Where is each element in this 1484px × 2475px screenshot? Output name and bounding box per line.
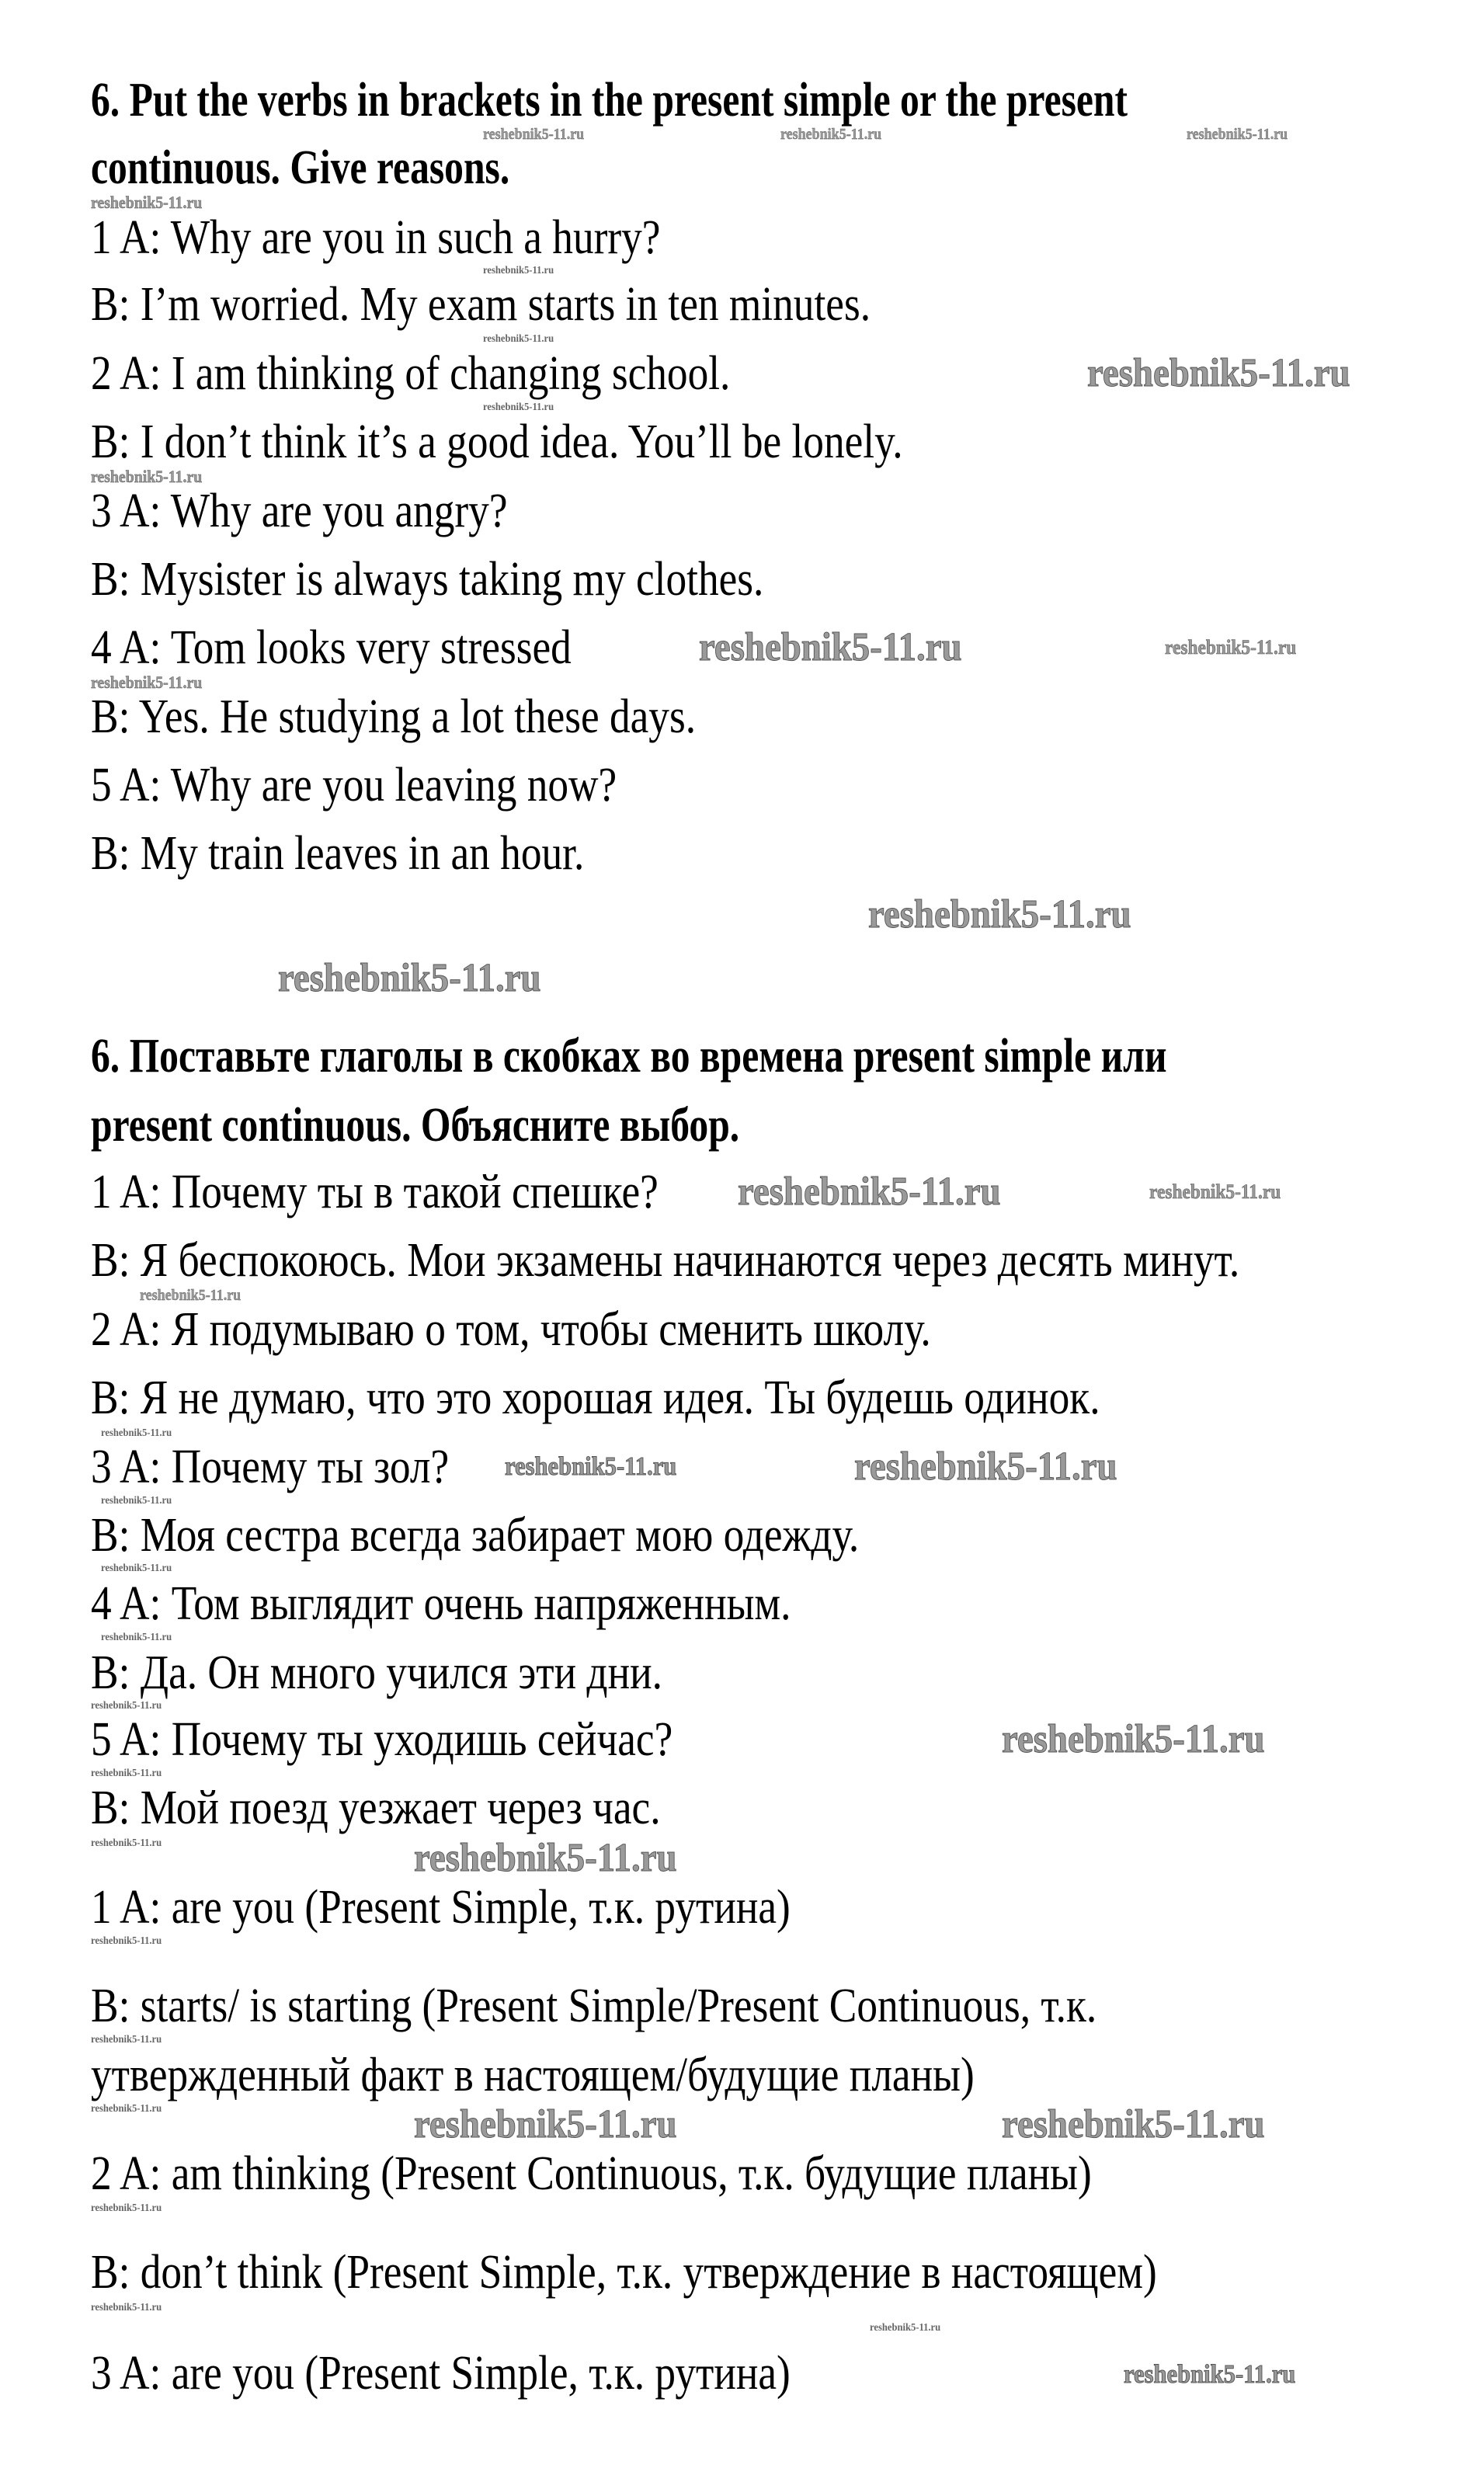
watermark: reshebnik5-11.ru: [140, 1287, 242, 1304]
watermark: reshebnik5-11.ru: [780, 126, 882, 143]
watermark: reshebnik5-11.ru: [483, 333, 554, 345]
watermark: reshebnik5-11.ru: [278, 956, 541, 1000]
watermark: reshebnik5-11.ru: [91, 2103, 162, 2115]
dialogue-line: B: Мой поезд уезжает через час.: [91, 1782, 661, 1834]
watermark: reshebnik5-11.ru: [91, 2034, 162, 2046]
answer-line: 3 A: are you (Present Simple, т.к. рутина): [91, 2347, 791, 2400]
dialogue-line: 1 A: Why are you in such a hurry?: [91, 211, 661, 264]
watermark: reshebnik5-11.ru: [699, 625, 962, 669]
dialogue-line: 4 A: Tom looks very stressed: [91, 621, 572, 674]
answer-line: 1 A: are you (Present Simple, т.к. рутина): [91, 1881, 791, 1934]
watermark: reshebnik5-11.ru: [91, 193, 203, 212]
watermark: reshebnik5-11.ru: [101, 1563, 172, 1574]
watermark: reshebnik5-11.ru: [91, 1768, 162, 1779]
watermark: reshebnik5-11.ru: [854, 1444, 1117, 1489]
dialogue-line: 2 A: Я подумываю о том, чтобы сменить школу.: [91, 1303, 931, 1356]
answer-line: B: don’t think (Present Simple, т.к. утверждение в настоящем): [91, 2246, 1157, 2299]
watermark: reshebnik5-11.ru: [1187, 126, 1288, 143]
dialogue-line: 3 A: Почему ты зол?: [91, 1441, 450, 1493]
dialogue-line: B: My train leaves in an hour.: [91, 827, 585, 880]
dialogue-line: B: Yes. He studying a lot these days.: [91, 690, 697, 743]
watermark: reshebnik5-11.ru: [414, 2102, 677, 2147]
dialogue-line: 1 A: Почему ты в такой спешке?: [91, 1166, 659, 1218]
watermark: reshebnik5-11.ru: [1002, 1717, 1265, 1761]
dialogue-line: B: Я беспокоюсь. Мои экзамены начинаются через десять минут.: [91, 1234, 1240, 1287]
dialogue-line: B: I’m worried. My exam starts in ten minutes.: [91, 278, 871, 331]
answer-line: 2 A: am thinking (Present Continuous, т.к. будущие планы): [91, 2147, 1092, 2200]
watermark: reshebnik5-11.ru: [91, 1837, 162, 1849]
watermark: reshebnik5-11.ru: [101, 1495, 172, 1507]
watermark: reshebnik5-11.ru: [1002, 2102, 1265, 2147]
exercise-heading-en-line2: continuous. Give reasons.: [91, 141, 510, 194]
watermark: reshebnik5-11.ru: [414, 1836, 677, 1880]
watermark: reshebnik5-11.ru: [91, 1935, 162, 1947]
watermark: reshebnik5-11.ru: [91, 1700, 162, 1712]
watermark: reshebnik5-11.ru: [738, 1170, 1001, 1214]
dialogue-line: B: Mysister is always taking my clothes.: [91, 553, 764, 606]
dialogue-line: B: I don’t think it’s a good idea. You’ll be lonely.: [91, 415, 903, 468]
answer-line: утвержденный факт в настоящем/будущие планы): [91, 2049, 975, 2101]
watermark: reshebnik5-11.ru: [101, 1427, 172, 1439]
watermark: reshebnik5-11.ru: [1087, 351, 1350, 395]
exercise-heading-ru-line1: 6. Поставьте глаголы в скобках во времена present simple или: [91, 1030, 1167, 1083]
watermark: reshebnik5-11.ru: [483, 126, 585, 143]
watermark: reshebnik5-11.ru: [483, 401, 554, 413]
watermark: reshebnik5-11.ru: [1165, 636, 1297, 659]
dialogue-line: B: Да. Он много учился эти дни.: [91, 1646, 662, 1699]
watermark: reshebnik5-11.ru: [101, 1632, 172, 1643]
dialogue-line: B: Я не думаю, что это хорошая идея. Ты будешь одинок.: [91, 1371, 1100, 1424]
watermark: reshebnik5-11.ru: [91, 2202, 162, 2214]
watermark: reshebnik5-11.ru: [91, 2302, 162, 2313]
watermark: reshebnik5-11.ru: [91, 467, 203, 486]
watermark: reshebnik5-11.ru: [868, 892, 1131, 937]
watermark: reshebnik5-11.ru: [483, 265, 554, 276]
exercise-heading-en-line1: 6. Put the verbs in brackets in the present simple or the present: [91, 74, 1128, 127]
watermark: reshebnik5-11.ru: [1149, 1180, 1281, 1203]
watermark: reshebnik5-11.ru: [1124, 2360, 1296, 2389]
dialogue-line: 5 A: Why are you leaving now?: [91, 759, 617, 812]
watermark: reshebnik5-11.ru: [505, 1452, 677, 1481]
answer-line: B: starts/ is starting (Present Simple/Present Continuous, т.к.: [91, 1980, 1097, 2032]
dialogue-line: 3 A: Why are you angry?: [91, 485, 508, 537]
dialogue-line: 4 A: Том выглядит очень напряженным.: [91, 1577, 791, 1630]
dialogue-line: 5 A: Почему ты уходишь сейчас?: [91, 1713, 673, 1766]
dialogue-line: B: Моя сестра всегда забирает мою одежду.: [91, 1509, 860, 1562]
watermark: reshebnik5-11.ru: [870, 2322, 941, 2334]
watermark: reshebnik5-11.ru: [91, 673, 203, 692]
exercise-heading-ru-line2: present continuous. Объясните выбор.: [91, 1099, 740, 1152]
dialogue-line: 2 A: I am thinking of changing school.: [91, 347, 731, 400]
